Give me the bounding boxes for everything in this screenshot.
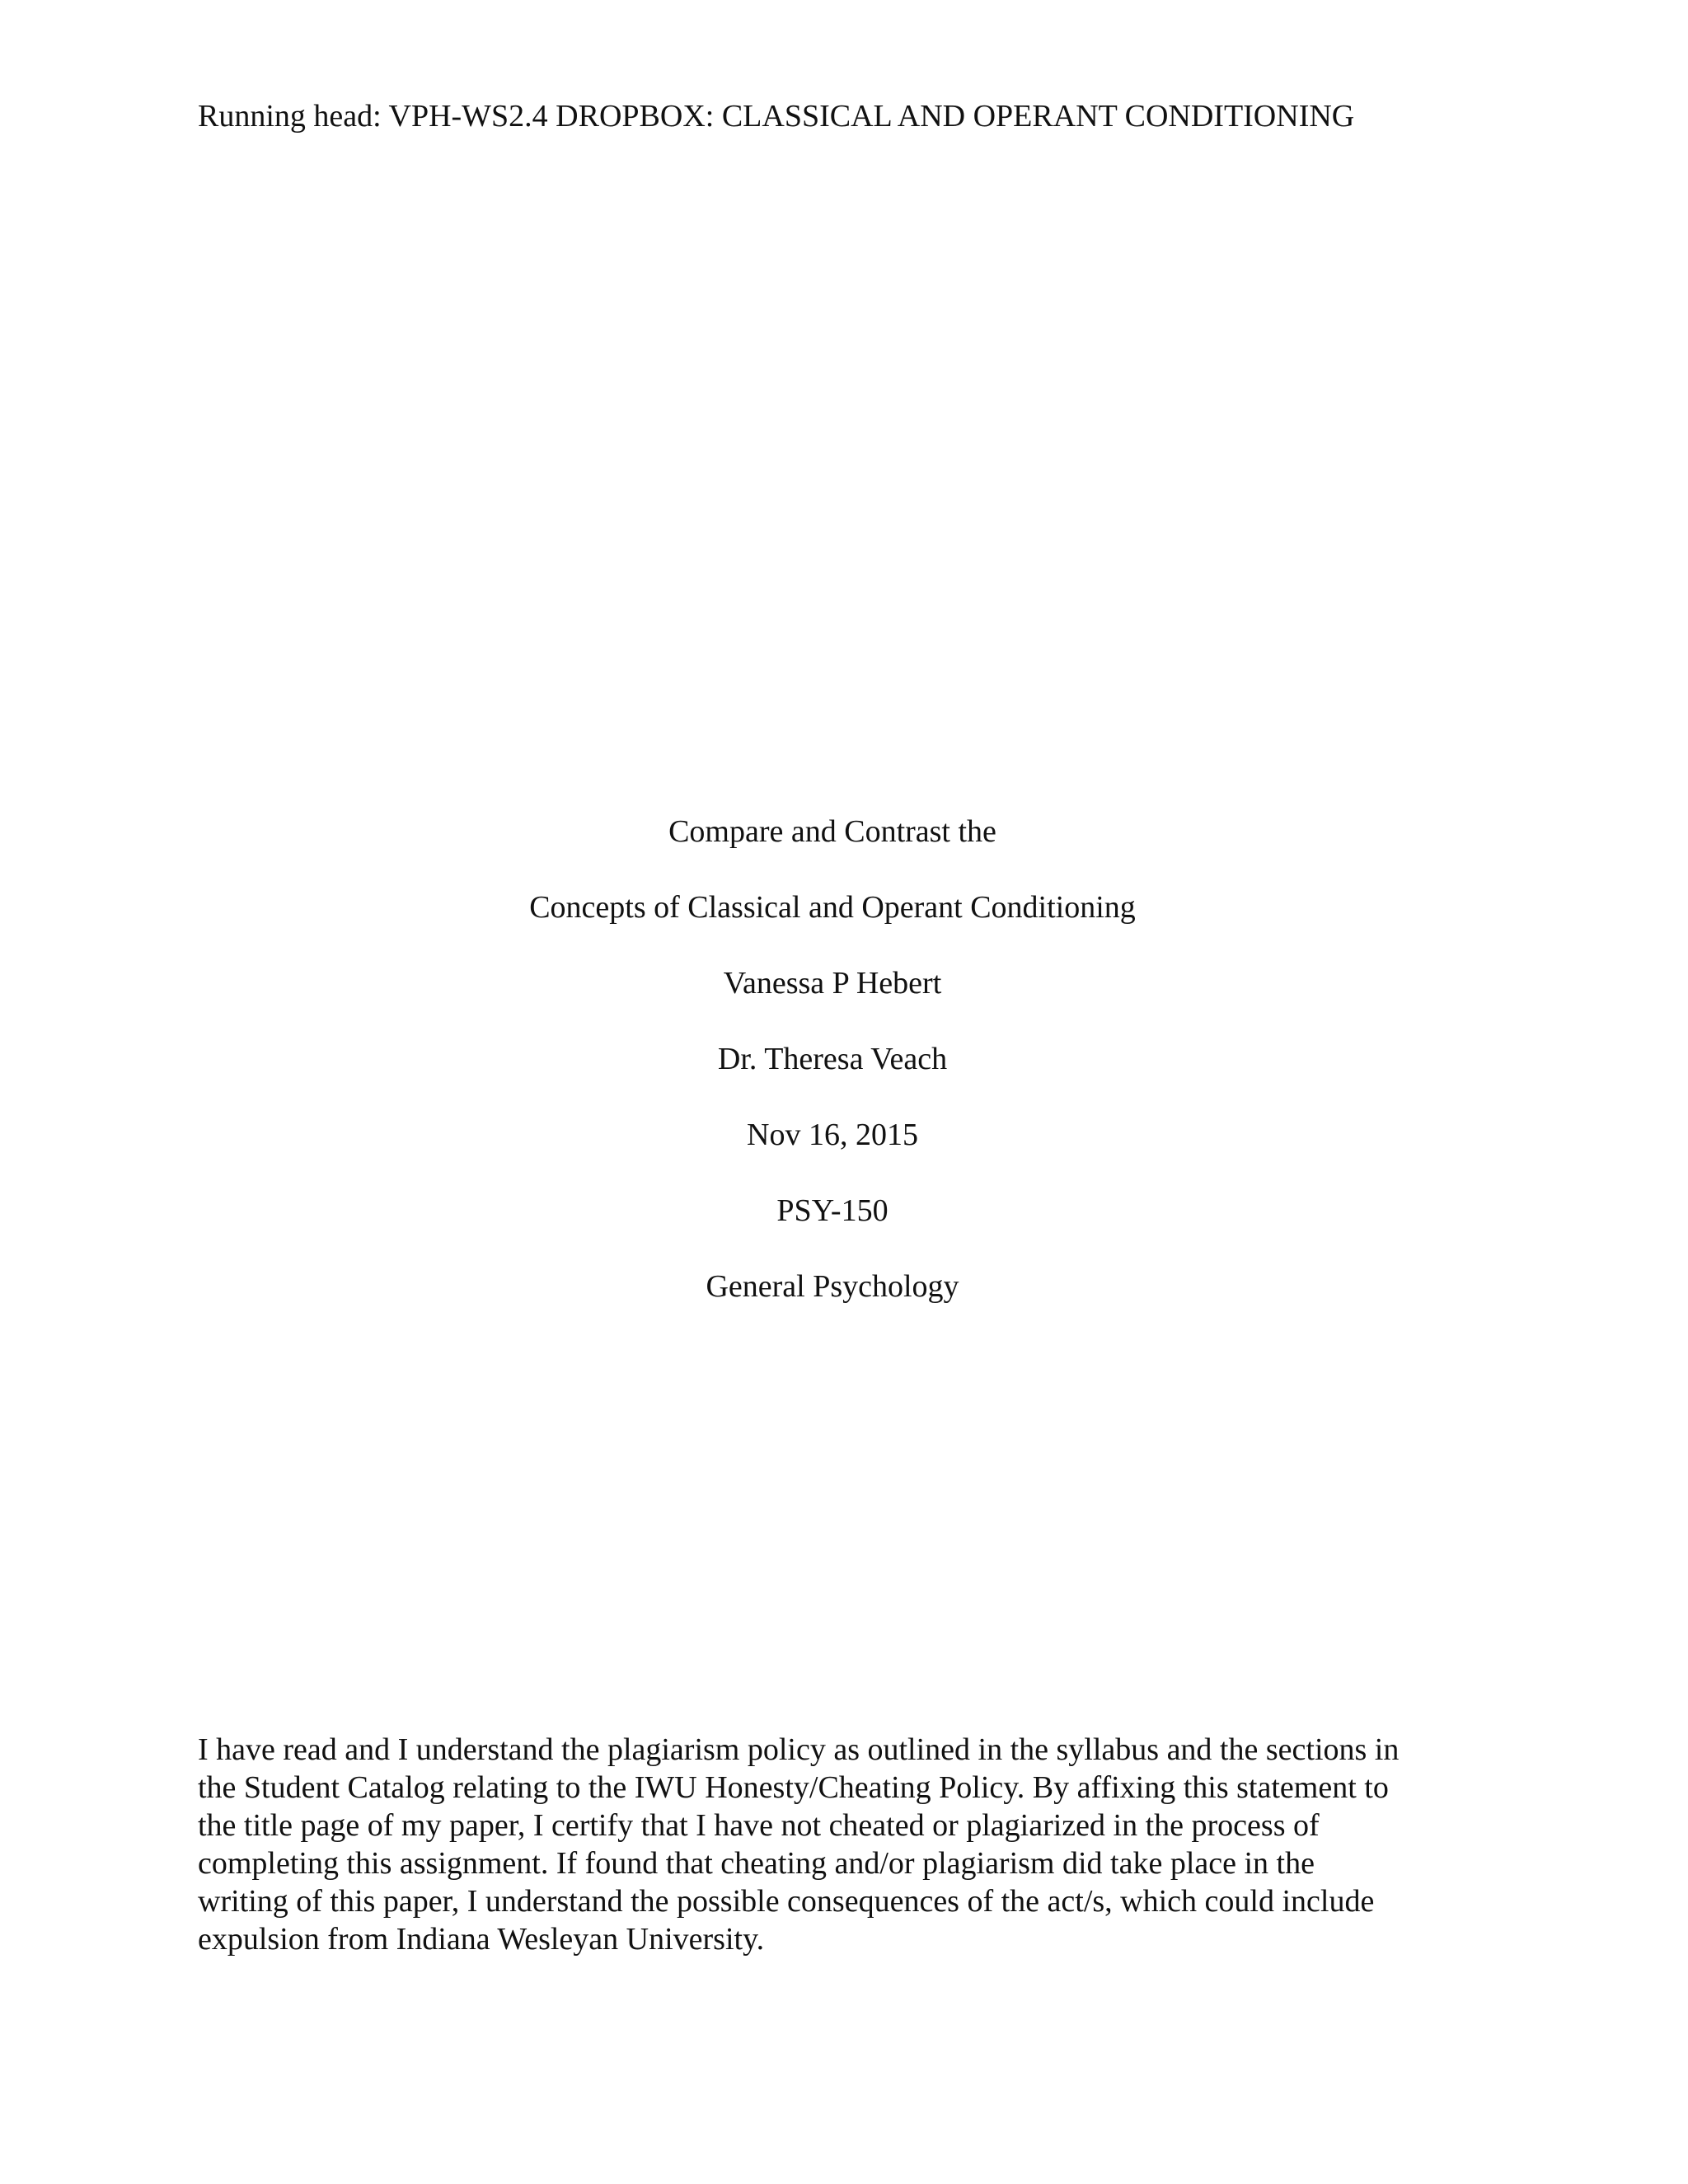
title-block	[0, 794, 1665, 1324]
course-name: General Psychology	[706, 1269, 959, 1304]
instructor-name: Dr. Theresa Veach	[717, 1042, 948, 1076]
course-code: PSY-150	[776, 1193, 889, 1228]
statement-line: I have read and I understand the plagiarism policy as outlined in the syllabus and the sections in	[198, 1732, 1400, 1767]
statement-line: the Student Catalog relating to the IWU Honesty/Cheating Policy. By affixing this statement to	[198, 1770, 1389, 1805]
running-head: Running head: VPH-WS2.4 DROPBOX: CLASSICAL AND OPERANT CONDITIONING	[198, 99, 1355, 134]
plagiarism-statement	[198, 1731, 1484, 1958]
author-name: Vanessa P Hebert	[723, 966, 942, 1001]
statement-line: completing this assignment. If found that cheating and/or plagiarism did take place in the	[198, 1846, 1315, 1881]
statement-line: the title page of my paper, I certify that I have not cheated or plagiarized in the process of	[198, 1808, 1320, 1843]
statement-line: writing of this paper, I understand the possible consequences of the act/s, which could include	[198, 1884, 1375, 1919]
paper-title-line-2: Concepts of Classical and Operant Conditioning	[529, 890, 1136, 925]
paper-title-line-1: Compare and Contrast the	[668, 814, 996, 849]
statement-line: expulsion from Indiana Wesleyan University.	[198, 1922, 765, 1957]
date: Nov 16, 2015	[747, 1118, 918, 1152]
